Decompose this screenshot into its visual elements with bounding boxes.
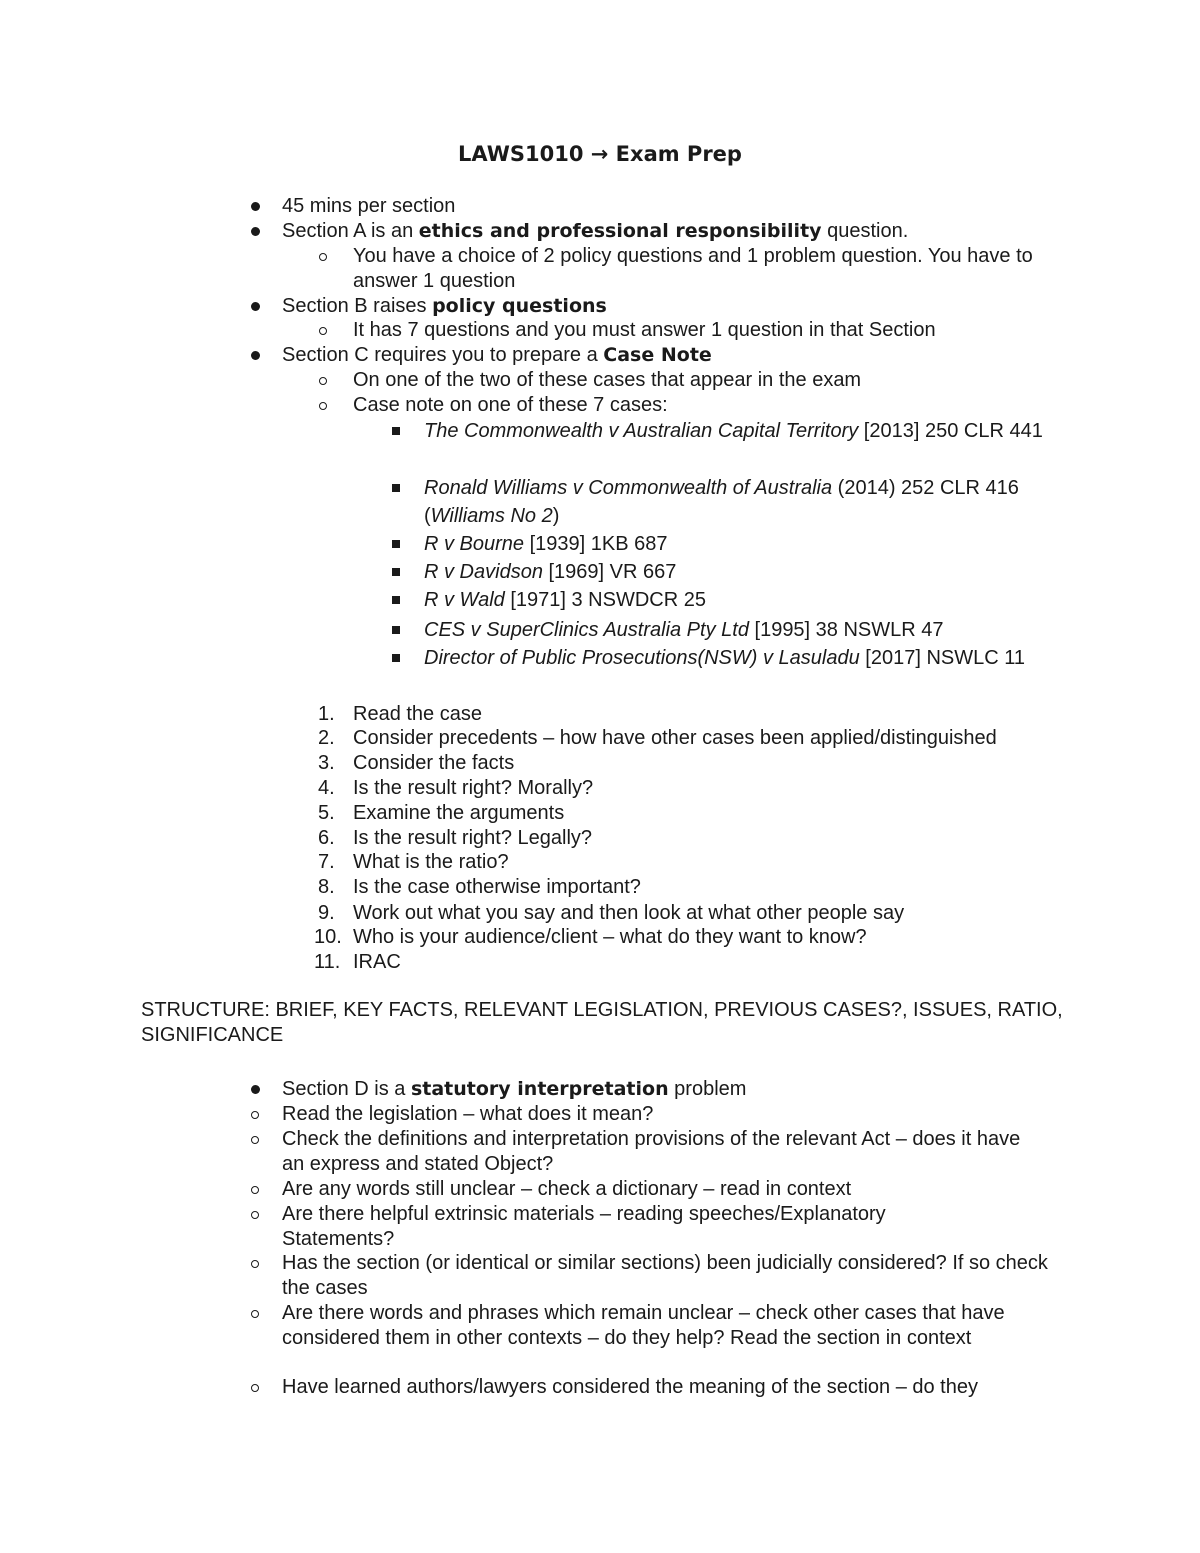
case-citation: Director of Public Prosecutions(NSW) v Lasuladu [2017] NSWLC 11 <box>424 647 1025 669</box>
list-item-text: Are there words and phrases which remain unclear – check other cases that have considered them in other contexts – do they help? Read the section in context <box>282 1302 1005 1349</box>
bullet-circle-icon <box>251 1186 259 1194</box>
step-number: 9. <box>318 902 335 924</box>
case-citation: R v Wald [1971] 3 NSWDCR 25 <box>424 589 706 611</box>
list-item-text: Check the definitions and interpretation provisions of the relevant Act – does it have an express and stated Object? <box>282 1128 1021 1175</box>
bullet-disc-icon <box>251 1085 260 1094</box>
bullet-circle-icon <box>251 1136 259 1144</box>
bullet-circle-icon <box>319 327 327 335</box>
bullet-circle-icon <box>251 1384 259 1392</box>
step-text: Work out what you say and then look at what other people say <box>353 902 905 924</box>
bullet-circle-icon <box>251 1111 259 1119</box>
bullet-circle-icon <box>251 1260 259 1268</box>
step-number: 1. <box>318 703 335 725</box>
bullet-circle-icon <box>251 1310 259 1318</box>
step-number: 10. <box>314 926 342 948</box>
list-item-text: Section A is an ethics and professional responsibility question. <box>282 220 909 242</box>
list-item-text: Are any words still unclear – check a dictionary – read in context <box>282 1178 852 1200</box>
bullet-circle-icon <box>251 1211 259 1219</box>
step-text: Consider precedents – how have other cases been applied/distinguished <box>353 727 997 749</box>
list-item-text: Have learned authors/lawyers considered the meaning of the section – do they <box>282 1376 978 1398</box>
list-item-text: Has the section (or identical or similar sections) been judicially considered? If so check the cases <box>282 1252 1048 1299</box>
list-item-text: Section B raises policy questions <box>282 295 607 317</box>
case-citation: CES v SuperClinics Australia Pty Ltd [1995] 38 NSWLR 47 <box>424 619 944 641</box>
case-citation: Ronald Williams v Commonwealth of Australia (2014) 252 CLR 416 (Williams No 2) <box>424 477 1019 527</box>
step-number: 4. <box>318 777 335 799</box>
step-text: What is the ratio? <box>353 851 509 873</box>
bullet-disc-icon <box>251 302 260 311</box>
case-citation: R v Bourne [1939] 1KB 687 <box>424 533 668 555</box>
step-number: 5. <box>318 802 335 824</box>
list-item-text: Section D is a statutory interpretation problem <box>282 1078 747 1100</box>
list-item-text: Case note on one of these 7 cases: <box>353 394 668 416</box>
step-number: 11. <box>314 951 341 973</box>
list-item-text: On one of the two of these cases that appear in the exam <box>353 369 862 391</box>
list-item-text: You have a choice of 2 policy questions and 1 problem question. You have to answer 1 question <box>353 245 1033 292</box>
bullet-circle-icon <box>319 253 327 261</box>
bullet-square-icon <box>392 596 400 604</box>
bullet-disc-icon <box>251 227 260 236</box>
list-item-text: It has 7 questions and you must answer 1 question in that Section <box>353 319 936 341</box>
step-text: Who is your audience/client – what do they want to know? <box>353 926 867 948</box>
page-title: LAWS1010 → Exam Prep <box>458 142 742 166</box>
list-item-text: Read the legislation – what does it mean? <box>282 1103 654 1125</box>
bullet-circle-icon <box>319 377 327 385</box>
list-item-text: Section C requires you to prepare a Case Note <box>282 344 712 366</box>
step-text: Is the result right? Legally? <box>353 827 593 849</box>
step-text: Read the case <box>353 703 482 725</box>
step-number: 8. <box>318 876 335 898</box>
bullet-square-icon <box>392 626 400 634</box>
case-citation: The Commonwealth v Australian Capital Territory [2013] 250 CLR 441 <box>424 420 1043 442</box>
structure-text: STRUCTURE: BRIEF, KEY FACTS, RELEVANT LEGISLATION, PREVIOUS CASES?, ISSUES, RATIO, SIGNIFICANCE <box>141 999 1063 1046</box>
list-item-text: Are there helpful extrinsic materials – reading speeches/Explanatory Statements? <box>282 1203 886 1250</box>
step-text: Is the result right? Morally? <box>353 777 594 799</box>
step-text: Consider the facts <box>353 752 515 774</box>
step-number: 2. <box>318 727 335 749</box>
step-number: 3. <box>318 752 335 774</box>
bullet-square-icon <box>392 568 400 576</box>
step-text: Examine the arguments <box>353 802 565 824</box>
bullet-square-icon <box>392 540 400 548</box>
bullet-disc-icon <box>251 202 260 211</box>
step-text: IRAC <box>353 951 401 973</box>
bullet-disc-icon <box>251 351 260 360</box>
step-number: 6. <box>318 827 335 849</box>
list-item-text: 45 mins per section <box>282 195 456 217</box>
step-text: Is the case otherwise important? <box>353 876 641 898</box>
bullet-square-icon <box>392 427 400 435</box>
step-number: 7. <box>318 851 335 873</box>
case-citation: R v Davidson [1969] VR 667 <box>424 561 677 583</box>
bullet-square-icon <box>392 654 400 662</box>
bullet-square-icon <box>392 484 400 492</box>
bullet-circle-icon <box>319 402 327 410</box>
